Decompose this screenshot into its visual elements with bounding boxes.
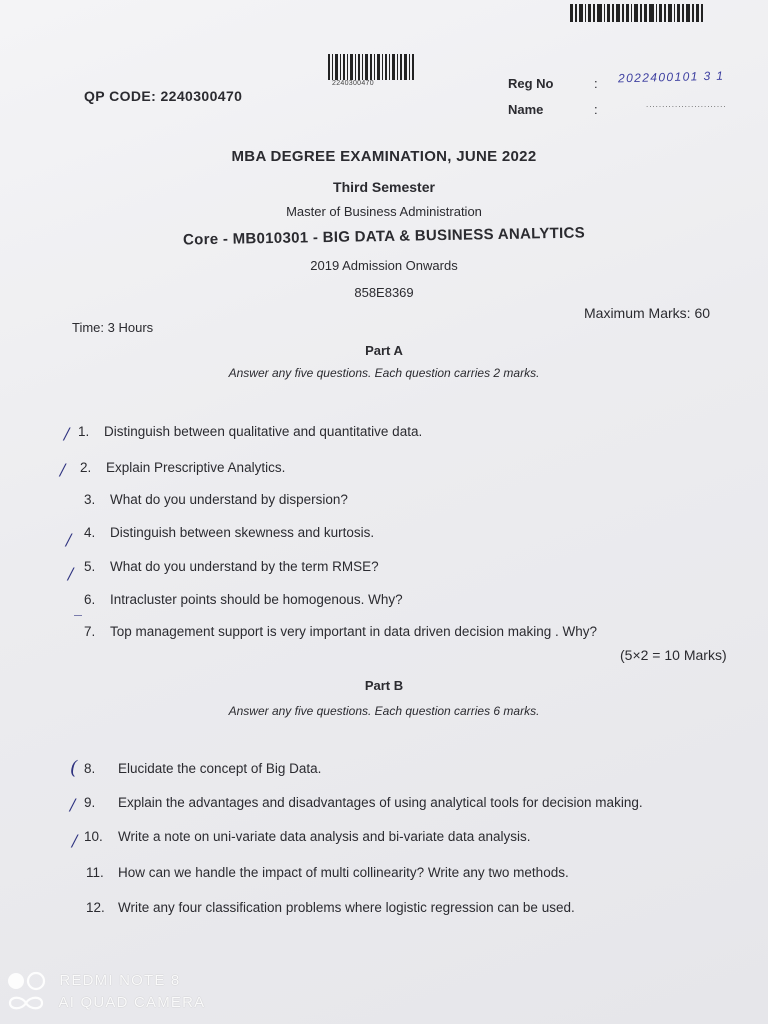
part-a-marks-total: (5×2 = 10 Marks) [620,647,727,663]
course-title: Core - MB010301 - BIG DATA & BUSINESS ANALYTICS [182,224,586,249]
part-a-title: Part A [365,343,403,358]
quad-camera-logo-icon [6,971,54,991]
question-text: What do you understand by the term RMSE? [110,559,379,574]
programme: Master of Business Administration [286,204,482,219]
handwritten-tick-mark-icon: / [66,530,72,549]
question-number: 9. [84,795,96,810]
question-text: Intracluster points should be homogenous. Why? [110,592,403,607]
question-number: 1. [78,424,90,439]
qp-barcode-image [328,54,416,80]
paper-code: 858E8369 [354,285,414,300]
handwritten-tick-mark-icon: / [72,831,78,850]
watermark-camera: AI QUAD CAMERA [58,994,206,1011]
question-text: Explain the advantages and disadvantages of using analytical tools for decision making. [118,795,643,810]
camera-watermark [0,970,205,1014]
question-item [86,865,569,880]
question-item [84,525,374,540]
question-item [78,424,422,439]
name-colon: : [594,102,598,117]
question-number: 8. [84,761,96,776]
question-item [84,559,379,574]
handwritten-tick-mark-icon: _ [74,597,82,616]
question-item [84,795,643,810]
question-text: How can we handle the impact of multi collinearity? Write any two methods. [118,865,569,880]
admission-batch: 2019 Admission Onwards [310,258,458,273]
handwritten-tick-mark-icon: / [68,564,74,583]
qp-code: QP CODE: 2240300470 [84,88,243,104]
question-number: 11. [86,865,104,880]
barcode-number: 2240300470 [332,80,374,87]
question-item [84,624,597,639]
question-item [84,829,530,844]
handwritten-tick-mark-icon: / [64,424,70,443]
question-item [84,492,348,507]
question-number: 6. [84,592,96,607]
semester: Third Semester [333,179,435,195]
reg-no-label: Reg No [508,76,554,91]
question-item [84,761,321,776]
question-text: What do you understand by dispersion? [110,492,348,507]
question-text: Distinguish between skewness and kurtosis. [110,525,375,540]
question-item [86,900,575,915]
time-allowed: Time: 3 Hours [72,320,154,335]
question-number: 2. [80,460,92,475]
handwritten-tick-mark-icon: ( [70,757,78,779]
question-item [80,460,285,475]
reg-no-handwritten-value: 2022400101 3 1 [617,68,725,86]
maximum-marks: Maximum Marks: 60 [584,305,711,321]
handwritten-tick-mark-icon: / [70,795,76,814]
question-number: 4. [84,525,96,540]
question-number: 3. [84,492,96,507]
exam-title: MBA DEGREE EXAMINATION, JUNE 2022 [231,148,537,165]
question-number: 7. [84,624,96,639]
handwritten-tick-mark-icon: / [60,460,66,479]
question-text: Elucidate the concept of Big Data. [118,761,322,776]
question-text: Explain Prescriptive Analytics. [106,460,286,475]
question-text: Write any four classification problems where logistic regression can be used. [118,900,575,915]
question-number: 5. [84,559,96,574]
part-b-title: Part B [364,678,404,693]
question-number: 10. [84,829,103,844]
name-label: Name [508,102,544,117]
question-text: Distinguish between qualitative and quantitative data. [104,424,423,439]
name-blank-line: ......................... [646,100,727,109]
top-barcode-image [570,2,706,24]
part-b-instruction: Answer any five questions. Each question carries 6 marks. [228,704,540,718]
question-item [84,592,403,607]
reg-no-colon: : [594,76,598,91]
question-text: Write a note on uni-variate data analysis and bi-variate data analysis. [118,829,531,844]
part-a-instruction: Answer any five questions. Each question carries 2 marks. [228,366,540,380]
watermark-device: REDMI NOTE 8 [59,972,181,989]
infinity-logo-icon [6,993,54,1013]
question-text: Top management support is very important in data driven decision making . Why? [110,624,597,639]
question-number: 12. [86,900,105,915]
